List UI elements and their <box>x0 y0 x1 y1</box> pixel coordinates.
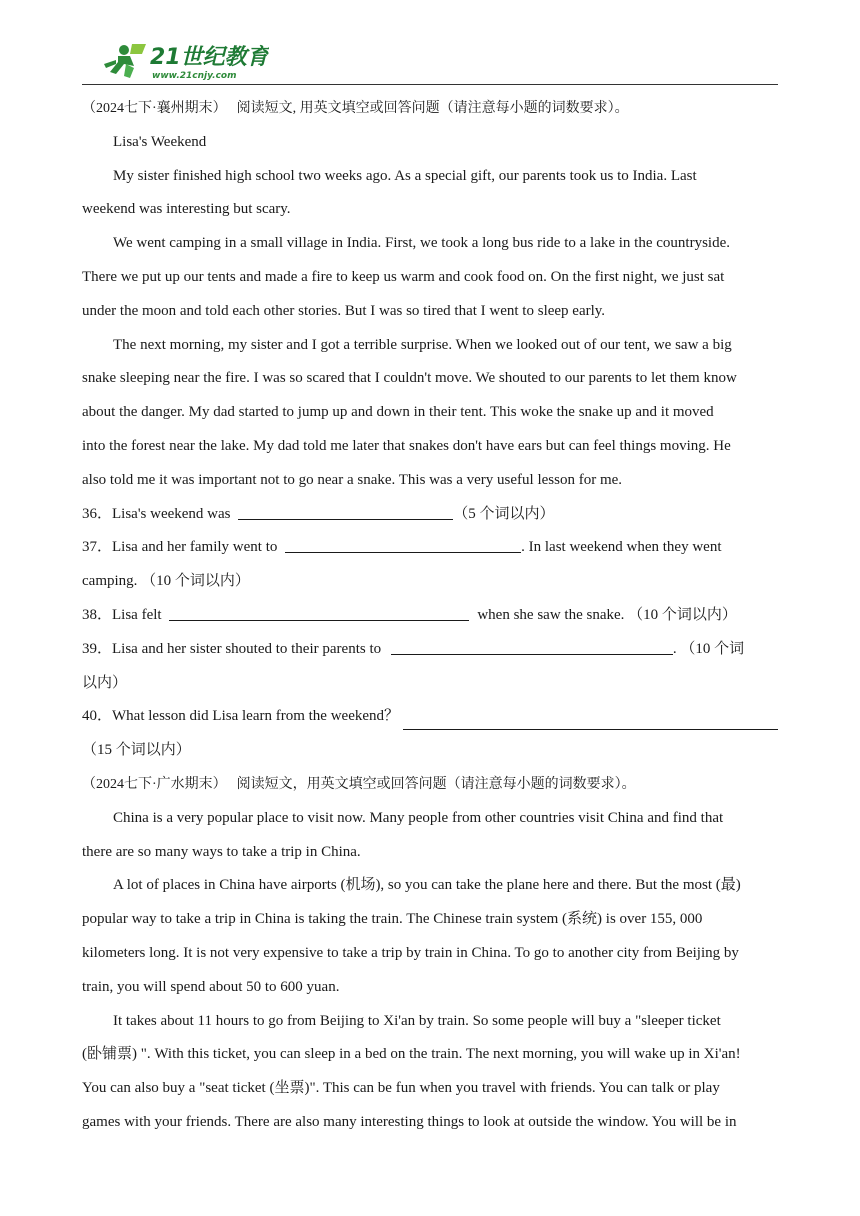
question-36 <box>82 500 778 534</box>
runner-icon <box>104 44 146 78</box>
word-limit-note: （5 个词以内） <box>453 505 555 522</box>
passage2-line: (卧铺票) ". With this ticket, you can sleep in a bed on the train. The next morning, you will wake up in Xi'an! <box>82 1046 741 1063</box>
question-number: 37． <box>82 539 113 556</box>
passage2-line: popular way to take a trip in China is taking the train. The Chinese train system (系统) is over 155, 000 <box>82 911 703 928</box>
passage1-instruction: 阅读短文, 用英文填空或回答问题（请注意每小题的词数要求）。 <box>236 101 629 116</box>
document-body <box>82 94 778 1142</box>
question-40 <box>82 702 778 736</box>
header-divider <box>82 84 778 85</box>
question-text-after: . （10 个词 <box>672 640 745 657</box>
passage2-heading <box>82 770 778 804</box>
question-text: Lisa's weekend was <box>112 505 231 522</box>
passage2-line: kilometers long. It is not very expensive to take a trip by train in China. To go to another city from Beijing by <box>82 944 739 961</box>
question-text: What lesson did Lisa learn from the weekend？ <box>112 708 400 725</box>
answer-blank-39[interactable] <box>391 636 673 655</box>
passage2-line: games with your friends. There are also many interesting things to look at outside the window. You will be in <box>82 1113 737 1130</box>
question-39-continued: 以内） <box>82 674 128 691</box>
question-39 <box>82 635 778 669</box>
answer-blank-37[interactable] <box>285 534 521 553</box>
question-37-continued: camping. （10 个词以内） <box>82 573 250 590</box>
passage1-line: about the danger. My dad started to jump up and down in their tent. This woke the snake up and it moved <box>82 404 714 421</box>
passage1-line: My sister finished high school two weeks ago. As a special gift, our parents took us to India. Last <box>113 167 697 184</box>
passage1-line: The next morning, my sister and I got a terrible surprise. When we looked out of our tent, we saw a big <box>113 336 732 353</box>
question-40-continued: （15 个词以内） <box>82 742 191 759</box>
question-text: Lisa and her sister shouted to their parents to <box>112 640 382 657</box>
passage2-line: It takes about 11 hours to go from Beijing to Xi'an by train. So some people will buy a "sleeper ticket <box>113 1012 721 1029</box>
passage2-line: You can also buy a "seat ticket (坐票)". This can be fun when you travel with friends. You can talk or play <box>82 1080 720 1097</box>
question-text: Lisa and her family went to <box>112 539 278 556</box>
question-text-after: when she saw the snake. （10 个词以内） <box>477 606 737 623</box>
question-text: Lisa felt <box>112 606 162 623</box>
question-number: 39． <box>82 640 113 657</box>
answer-blank-40[interactable] <box>403 711 778 730</box>
passage2-line: there are so many ways to take a trip in China. <box>82 843 361 860</box>
answer-blank-38[interactable] <box>169 602 469 621</box>
passage2-instruction: 阅读短文，用英文填空或回答问题（请注意每小题的词数要求）。 <box>236 776 636 792</box>
question-number: 36． <box>82 505 113 522</box>
svg-text:21世纪教育: 21世纪教育 <box>150 45 269 70</box>
passage1-line: into the forest near the lake. My dad told me later that snakes don't have ears but can feel things moving. He <box>82 437 731 454</box>
passage1-line: weekend was interesting but scary. <box>82 201 291 218</box>
passage1-source: （2024七下·襄州期末） <box>82 101 227 116</box>
question-38 <box>82 601 778 635</box>
passage1-line: under the moon and told each other stories. But I was so tired that I went to sleep early. <box>82 302 606 319</box>
passage1-line: also told me it was important not to go near a snake. This was a very useful lesson for me. <box>82 471 623 488</box>
question-number: 40． <box>82 708 113 725</box>
passage1-line: snake sleeping near the fire. I was so scared that I couldn't move. We shouted to our parents to let them know <box>82 370 737 387</box>
answer-blank-36[interactable] <box>238 501 453 520</box>
question-37 <box>82 533 778 567</box>
question-text-after: . In last weekend when they went <box>521 539 722 556</box>
site-logo <box>104 40 269 84</box>
passage2-source: （2024七下·广水期末） <box>82 776 227 792</box>
passage1-heading <box>82 94 778 128</box>
passage1-title: Lisa's Weekend <box>113 133 207 150</box>
passage1-line: We went camping in a small village in India. First, we took a long bus ride to a lake in the countryside. <box>113 235 730 252</box>
svg-text:www.21cnjy.com: www.21cnjy.com <box>152 71 237 81</box>
passage1-line: There we put up our tents and made a fire to keep us warm and cook food on. On the first night, we just sat <box>82 268 725 285</box>
passage2-line: A lot of places in China have airports (机场), so you can take the plane here and there. But the most (最) <box>113 877 741 894</box>
passage2-line: train, you will spend about 50 to 600 yuan. <box>82 978 340 995</box>
passage2-line: China is a very popular place to visit now. Many people from other countries visit China and find that <box>113 809 724 826</box>
question-number: 38． <box>82 606 113 623</box>
